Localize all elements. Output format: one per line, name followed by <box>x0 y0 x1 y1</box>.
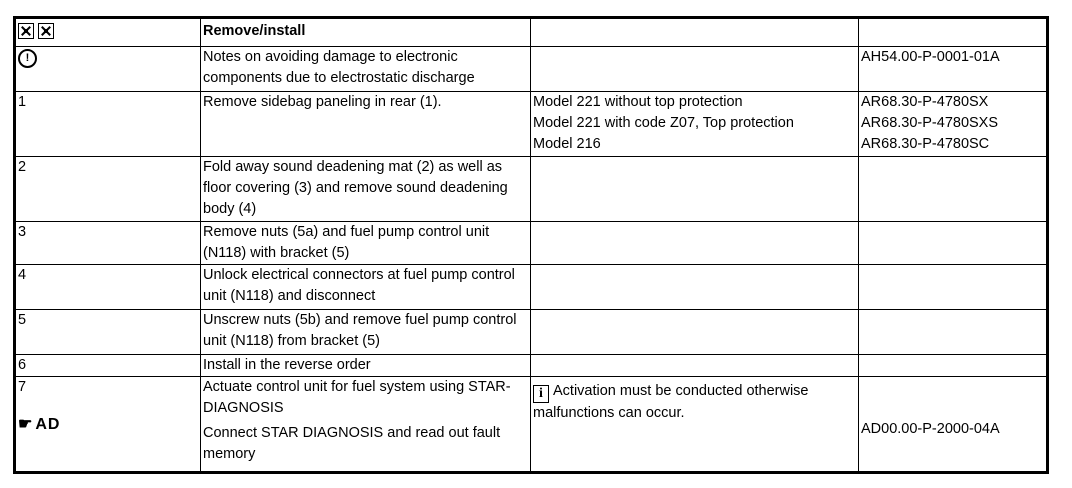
table-row <box>15 92 1048 157</box>
model-variant: Model 221 with code Z07, Top protection <box>533 115 794 131</box>
doc-link[interactable]: AR68.30-P-4780SX <box>861 94 989 110</box>
table-row <box>15 157 1048 222</box>
pointing-hand-icon: ☛ <box>18 416 34 433</box>
table-row <box>15 355 1048 377</box>
step-number: 3 <box>18 224 27 240</box>
table-row <box>15 265 1048 310</box>
step-text: Install in the reverse order <box>203 357 371 373</box>
info-note: Activation must be conducted otherwise malfunctions can occur. <box>533 383 809 421</box>
header-empty-cell <box>531 18 859 47</box>
step-text: Remove nuts (5a) and fuel pump control unit (N118) with bracket (5) <box>203 224 490 261</box>
notes-text: Notes on avoiding damage to electronic components due to electrostatic discharge <box>203 49 475 86</box>
esd-warning-icon: ! <box>18 49 37 68</box>
step-text: Actuate control unit for fuel system using STAR-DIAGNOSIS <box>203 379 511 416</box>
model-variant: Model 221 without top protection <box>533 94 743 110</box>
header-title-cell <box>201 18 531 47</box>
step-number: 4 <box>18 267 27 283</box>
model-variant: Model 216 <box>533 136 601 152</box>
collapse-icon[interactable] <box>38 23 54 39</box>
step-text: Unlock electrical connectors at fuel pump control unit (N118) and disconnect <box>203 267 515 304</box>
diagnosis-text: Connect STAR DIAGNOSIS and read out fault memory <box>203 425 501 462</box>
step-number: 2 <box>18 159 27 175</box>
step-text: Fold away sound deadening mat (2) as well as floor covering (3) and remove sound deadening body (4) <box>203 159 508 217</box>
diagnosis-marker-label: AD <box>35 416 61 433</box>
info-icon: i <box>533 385 549 403</box>
procedure-table <box>13 16 1049 474</box>
step-number: 7 <box>18 379 27 395</box>
header-title: Remove/install <box>203 23 306 39</box>
doc-link[interactable]: AR68.30-P-4780SXS <box>861 115 999 131</box>
expand-icon[interactable] <box>18 23 34 39</box>
step-text: Remove sidebag paneling in rear (1). <box>203 94 442 110</box>
doc-link[interactable]: AR68.30-P-4780SC <box>861 136 990 152</box>
step-number: 1 <box>18 94 27 110</box>
step-number: 6 <box>18 357 27 373</box>
table-row <box>15 47 1048 92</box>
doc-link[interactable]: AD00.00-P-2000-04A <box>861 421 1000 437</box>
table-row <box>15 377 1048 473</box>
step-number: 5 <box>18 312 27 328</box>
header-empty-cell <box>859 18 1048 47</box>
table-row <box>15 222 1048 265</box>
table-row <box>15 310 1048 355</box>
notes-doc-link[interactable]: AH54.00-P-0001-01A <box>861 49 1000 65</box>
step-text: Unscrew nuts (5b) and remove fuel pump control unit (N118) from bracket (5) <box>203 312 517 349</box>
header-icons-cell <box>15 18 201 47</box>
diagnosis-marker <box>18 414 198 435</box>
header-row <box>15 18 1048 47</box>
